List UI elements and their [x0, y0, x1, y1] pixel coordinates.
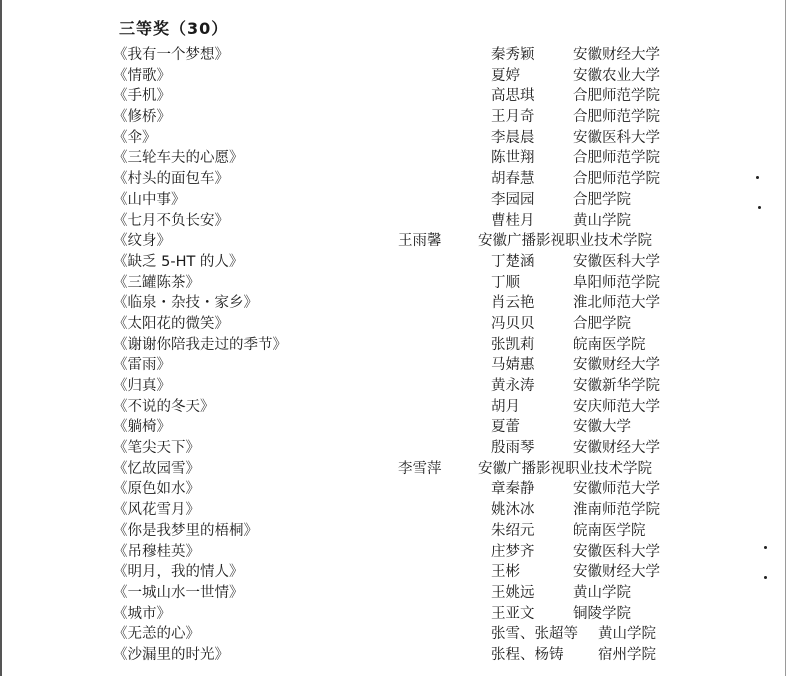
award-list: [0, 45, 790, 666]
author-name: 王亚文: [491, 605, 535, 622]
school-name: 合肥师范学院: [573, 171, 660, 188]
work-title: 《临泉・杂技・家乡》: [113, 295, 258, 312]
school-name: 安徽师范大学: [573, 481, 660, 498]
author-name: 李晨晨: [491, 129, 535, 146]
work-title: 《吊穆桂英》: [113, 543, 200, 560]
award-row: [0, 190, 790, 211]
award-row: [0, 438, 790, 459]
award-row: [0, 397, 790, 418]
school-name: 合肥师范学院: [573, 150, 660, 167]
award-row: [0, 169, 790, 190]
author-name: 王姚远: [491, 584, 535, 601]
school-name: 合肥学院: [573, 315, 631, 332]
work-title: 《缺乏 5-HT 的人》: [113, 253, 244, 270]
school-name: 黄山学院: [573, 584, 631, 601]
school-name: 皖南医学院: [573, 336, 646, 353]
author-name: 陈世翔: [491, 150, 535, 167]
author-name: 黄永涛: [491, 378, 535, 394]
work-title: 《太阳花的微笑》: [113, 315, 229, 332]
section-heading: 三等奖（30）: [119, 19, 229, 38]
author-name: 丁楚涵: [491, 253, 535, 270]
award-row: [0, 542, 790, 563]
award-row: [0, 335, 790, 356]
author-name: 秦秀颖: [491, 47, 535, 63]
school-name: 宿州学院: [598, 646, 656, 663]
school-name: 合肥师范学院: [573, 109, 660, 126]
author-name: 张程、杨铸: [491, 646, 564, 663]
work-title: 《三轮车夫的心愿》: [113, 150, 244, 167]
award-row: [0, 604, 790, 625]
award-row: [0, 86, 790, 107]
work-title: 《村头的面包车》: [113, 171, 229, 188]
award-row: [0, 252, 790, 273]
school-name: 黄山学院: [598, 626, 656, 643]
author-name: 高思琪: [491, 88, 535, 105]
award-row: [0, 521, 790, 542]
school-name: 淮南师范学院: [573, 502, 660, 519]
award-row: [0, 148, 790, 169]
school-name: 安徽财经大学: [573, 47, 660, 63]
school-name: 安徽财经大学: [573, 440, 660, 457]
author-name: 冯贝贝: [491, 315, 535, 332]
work-title: 《忆故园雪》: [113, 460, 200, 477]
school-name: 安徽大学: [573, 419, 631, 436]
author-name: 张凯莉: [491, 336, 535, 353]
work-title: 《谢谢你陪我走过的季节》: [113, 336, 287, 353]
award-row: [0, 293, 790, 314]
work-title: 《修桥》: [113, 109, 171, 126]
work-title: 《无恙的心》: [113, 626, 200, 643]
author-name: 姚沐冰: [491, 502, 535, 519]
award-row: [0, 211, 790, 232]
work-title: 《山中事》: [113, 191, 186, 208]
school-name: 铜陵学院: [573, 605, 631, 622]
work-title: 《笔尖天下》: [113, 440, 200, 457]
work-title: 《归真》: [113, 378, 171, 394]
scan-speck: [756, 176, 759, 179]
author-name: 朱绍元: [491, 522, 535, 539]
school-name: 安庆师范大学: [573, 398, 660, 415]
school-name: 安徽农业大学: [573, 67, 660, 84]
school-name: 皖南医学院: [573, 522, 646, 539]
work-title: 《情歌》: [113, 67, 171, 84]
author-name: 丁顺: [491, 274, 520, 291]
work-title: 《不说的冬天》: [113, 398, 215, 415]
school-name: 合肥学院: [573, 191, 631, 208]
award-row: [0, 417, 790, 438]
work-title: 《城市》: [113, 605, 171, 622]
author-name: 马婧惠: [491, 357, 535, 374]
award-row: [0, 479, 790, 500]
school-name: 黄山学院: [573, 212, 631, 229]
award-row: [0, 314, 790, 335]
author-name: 殷雨琴: [491, 440, 535, 457]
author-name: 胡月: [491, 398, 520, 415]
award-row: [0, 128, 790, 149]
work-title: 《躺椅》: [113, 419, 171, 436]
school-name: 安徽广播影视职业技术学院: [478, 233, 652, 250]
work-title: 《我有一个梦想》: [113, 47, 229, 63]
school-name: 安徽新华学院: [573, 378, 660, 394]
award-row: [0, 500, 790, 521]
school-name: 安徽医科大学: [573, 543, 660, 560]
school-name: 安徽医科大学: [573, 129, 660, 146]
work-title: 《七月不负长安》: [113, 212, 229, 229]
award-row: [0, 562, 790, 583]
author-name: 王彬: [491, 564, 520, 581]
school-name: 安徽财经大学: [573, 564, 660, 581]
author-name: 庄梦齐: [491, 543, 535, 560]
award-row: [0, 645, 790, 666]
author-name: 曹桂月: [491, 212, 535, 229]
author-name: 李雪萍: [398, 460, 442, 477]
school-name: 合肥师范学院: [573, 88, 660, 105]
work-title: 《手机》: [113, 88, 171, 105]
work-title: 《明月，我的情人》: [113, 564, 244, 581]
scan-speck: [764, 546, 767, 549]
award-row: [0, 66, 790, 87]
award-row: [0, 583, 790, 604]
author-name: 夏蕾: [491, 419, 520, 436]
school-name: 安徽医科大学: [573, 253, 660, 270]
work-title: 《雷雨》: [113, 357, 171, 374]
award-row: [0, 231, 790, 252]
work-title: 《纹身》: [113, 233, 171, 250]
work-title: 《你是我梦里的梧桐》: [113, 522, 258, 539]
award-row: [0, 376, 790, 397]
author-name: 张雪、张超等: [491, 626, 578, 643]
author-name: 胡春慧: [491, 171, 535, 188]
author-name: 章秦静: [491, 481, 535, 498]
work-title: 《一城山水一世情》: [113, 584, 244, 601]
work-title: 《沙漏里的时光》: [113, 646, 229, 663]
award-row: [0, 273, 790, 294]
author-name: 王月奇: [491, 109, 535, 126]
award-row: [0, 459, 790, 480]
school-name: 淮北师范大学: [573, 295, 660, 312]
award-row: [0, 45, 790, 66]
award-row: [0, 107, 790, 128]
author-name: 夏婷: [491, 67, 520, 84]
scan-speck: [764, 576, 767, 579]
work-title: 《三罐陈茶》: [113, 274, 200, 291]
work-title: 《原色如水》: [113, 481, 200, 498]
award-row: [0, 624, 790, 645]
author-name: 肖云艳: [491, 295, 535, 312]
author-name: 李园园: [491, 191, 535, 208]
school-name: 阜阳师范学院: [573, 274, 660, 291]
work-title: 《伞》: [113, 129, 157, 146]
work-title: 《风花雪月》: [113, 502, 200, 519]
author-name: 王雨馨: [398, 233, 442, 250]
school-name: 安徽财经大学: [573, 357, 660, 374]
scan-speck: [758, 206, 761, 209]
school-name: 安徽广播影视职业技术学院: [478, 460, 652, 477]
award-row: [0, 355, 790, 376]
